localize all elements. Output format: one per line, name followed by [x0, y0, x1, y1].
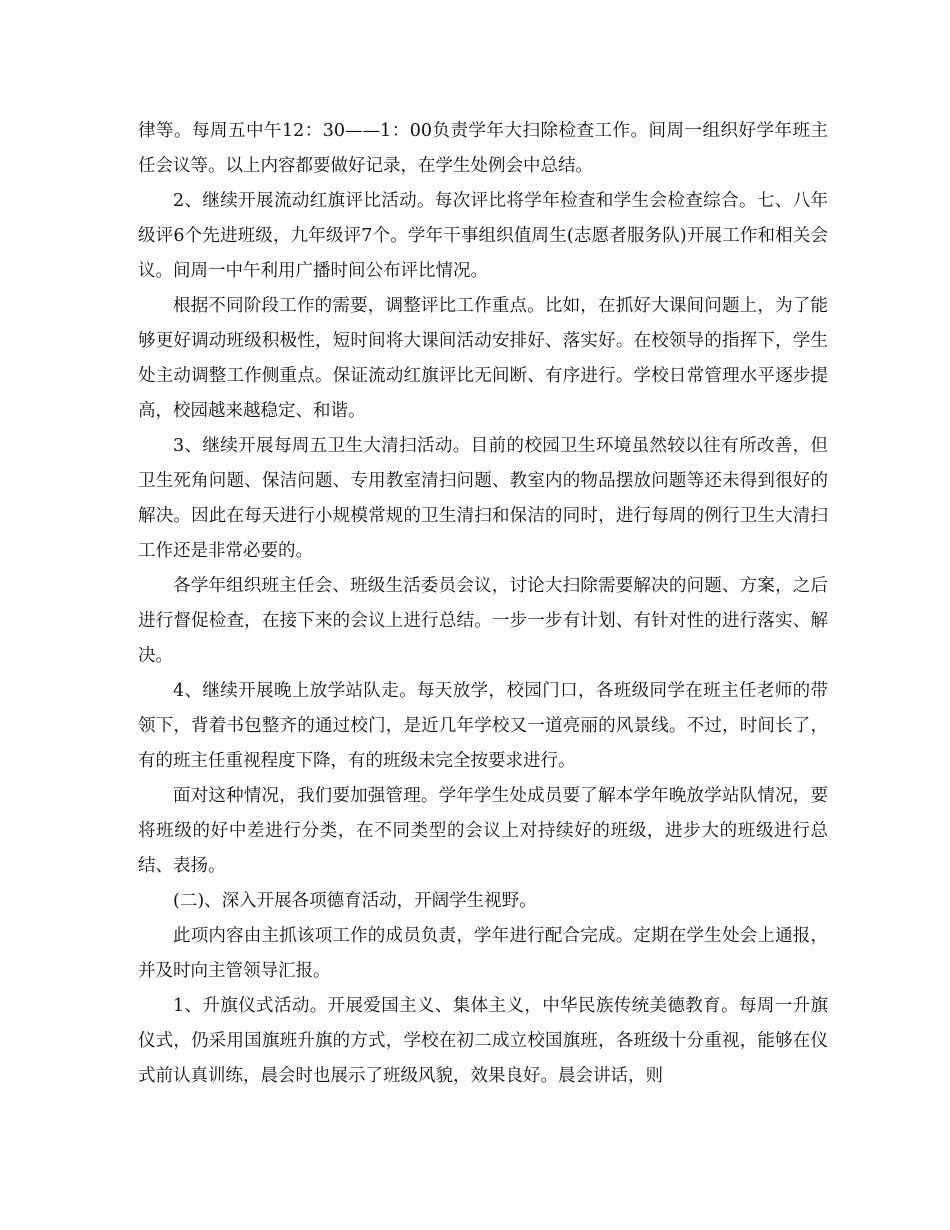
- section-heading: (二)、深入开展各项德育活动，开阔学生视野。: [173, 891, 537, 911]
- paragraph-5: 各学年组织班主任会、班级生活委员会议，讨论大扫除需要解决的问题、方案，之后进行督促检查，在接下来的会议上进行总结。一步一步有计划、有针对性的进行落实、解决。: [138, 576, 828, 666]
- paragraph-2: 2、继续开展流动红旗评比活动。每次评比将学年检查和学生会检查综合。七、八年级评6个先进班级，九年级评7个。学年干事组织值周生(志愿者服务队)开展工作和相关会议。间周一中午利用广播时间公布评比情况。: [138, 191, 828, 281]
- paragraph-9: 此项内容由主抓该项工作的成员负责，学年进行配合完成。定期在学生处会上通报，并及时向主管领导汇报。: [138, 926, 828, 981]
- paragraph-4: 3、继续开展每周五卫生大清扫活动。目前的校园卫生环境虽然较以往有所改善，但卫生死角问题、保洁问题、专用教室清扫问题、教室内的物品摆放问题等还未得到很好的解决。因此在每天进行小规模常规的卫生清扫和保洁的同时，进行每周的例行卫生大清扫工作还是非常必要的。: [138, 436, 828, 561]
- paragraph-6: 4、继续开展晚上放学站队走。每天放学，校园门口，各班级同学在班主任老师的带领下，背着书包整齐的通过校门，是近几年学校又一道亮丽的风景线。不过，时间长了，有的班主任重视程度下降，有的班级未完全按要求进行。: [138, 681, 828, 771]
- paragraph-7: 面对这种情况，我们要加强管理。学年学生处成员要了解本学年晚放学站队情况，要将班级的好中差进行分类，在不同类型的会议上对持续好的班级，进步大的班级进行总结、表扬。: [138, 786, 828, 876]
- paragraph-3: 根据不同阶段工作的需要，调整评比工作重点。比如，在抓好大课间问题上，为了能够更好调动班级积极性，短时间将大课间活动安排好、落实好。在校领导的指挥下，学生处主动调整工作侧重点。保证流动红旗评比无间断、有序进行。学校日常管理水平逐步提高，校园越来越稳定、和谐。: [138, 296, 828, 421]
- paragraph-1: 律等。每周五中午12：30——1：00负责学年大扫除检查工作。间周一组织好学年班主任会议等。以上内容都要做好记录，在学生处例会中总结。: [138, 121, 828, 176]
- paragraph-10: 1、升旗仪式活动。开展爱国主义、集体主义，中华民族传统美德教育。每周一升旗仪式，仍采用国旗班升旗的方式，学校在初二成立校国旗班，各班级十分重视，能够在仪式前认真训练，晨会时也展示了班级风貌，效果良好。晨会讲话，则: [138, 996, 828, 1086]
- document-page: [138, 114, 828, 1094]
